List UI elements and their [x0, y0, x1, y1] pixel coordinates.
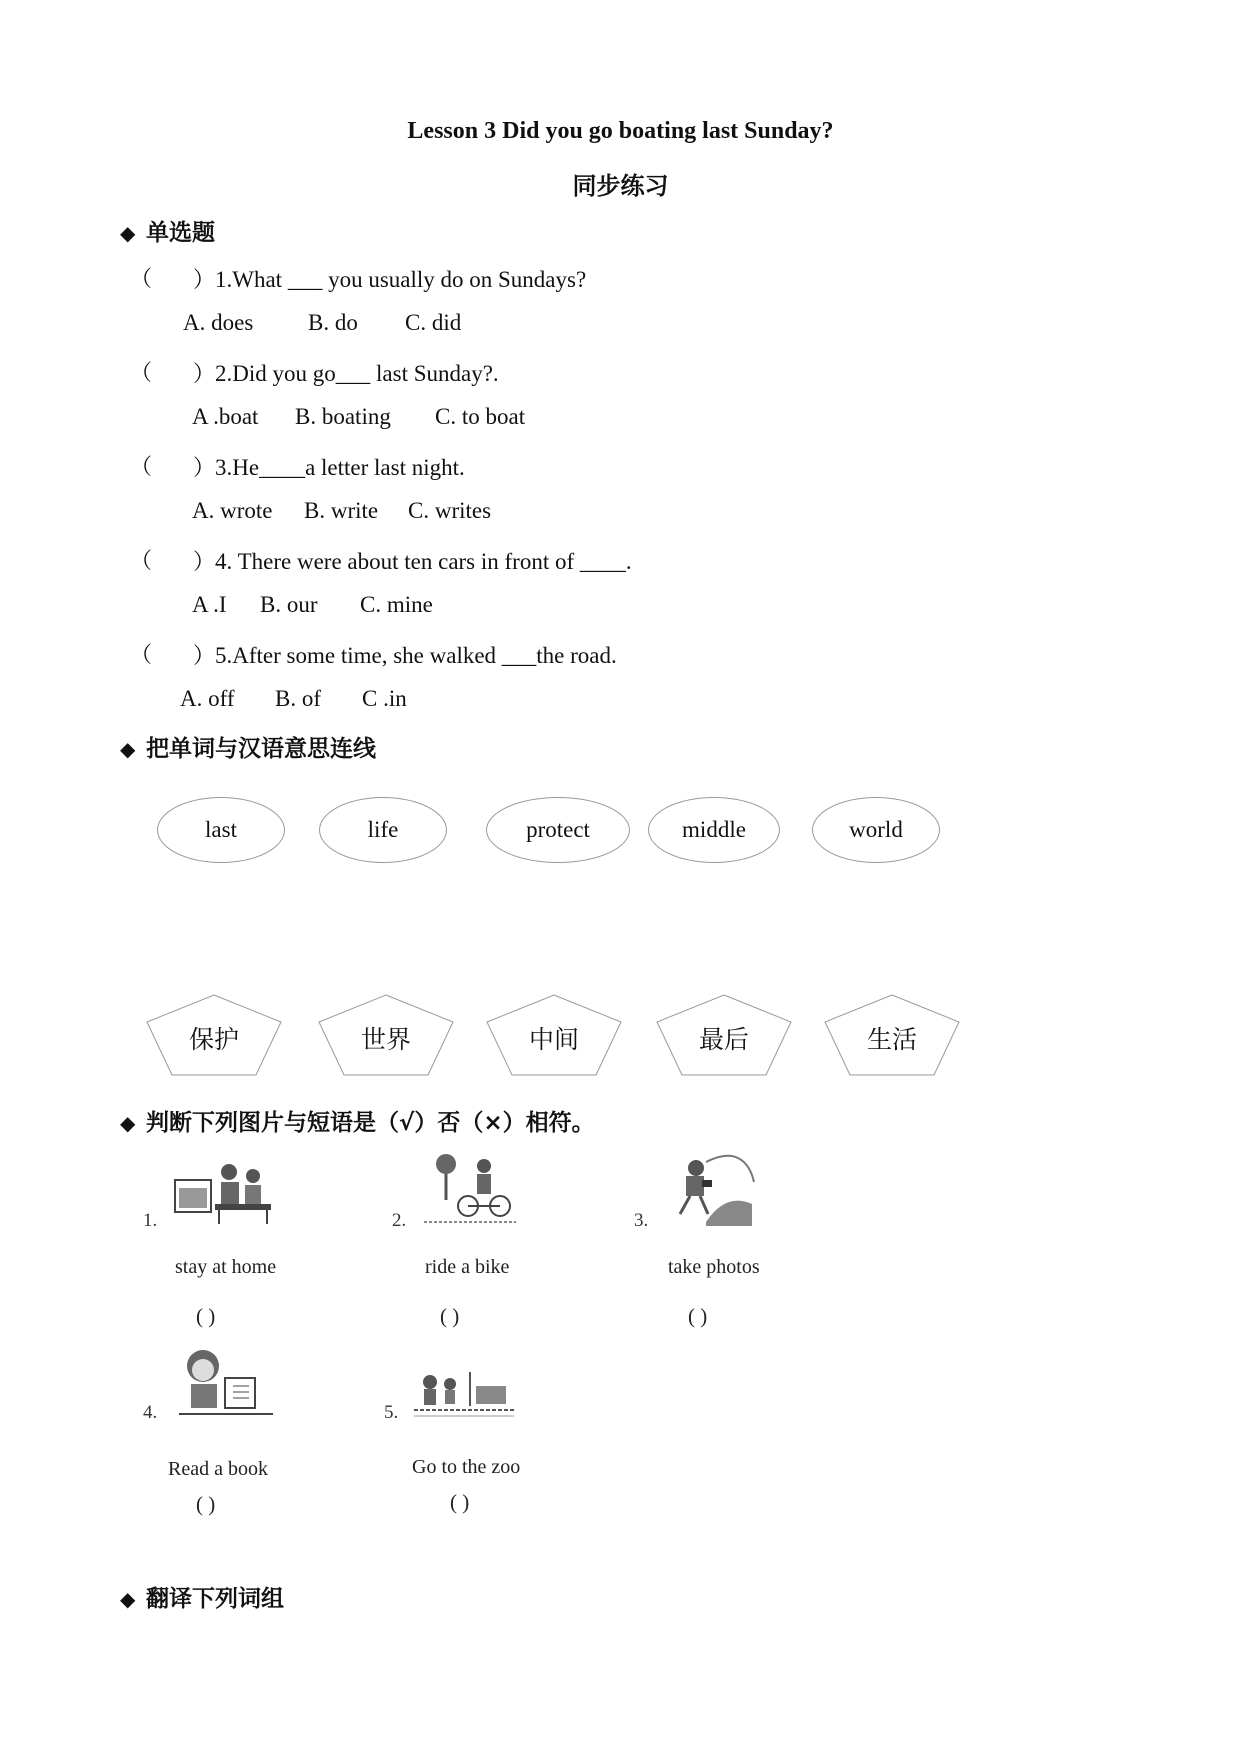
picture-4-caption: Read a book	[168, 1458, 268, 1480]
picture-3-answer[interactable]: ( )	[688, 1304, 708, 1328]
diamond-bullet-icon: ◆	[120, 1587, 136, 1611]
diamond-bullet-icon: ◆	[120, 737, 136, 761]
picture-4-answer[interactable]: ( )	[196, 1492, 216, 1516]
question-4-option-a: A .I	[192, 592, 227, 617]
question-3-option-b: B. write	[304, 498, 379, 523]
section-heading-single-choice: ◆ 单选题	[120, 220, 215, 246]
question-5-option-c: C .in	[362, 686, 407, 711]
diamond-bullet-icon: ◆	[120, 221, 136, 245]
picture-3-number: 3.	[634, 1210, 649, 1231]
picture-5-number: 5.	[384, 1402, 399, 1423]
home-scene-icon	[173, 1158, 273, 1226]
photo-scene-icon	[666, 1152, 756, 1228]
picture-1-number: 1.	[143, 1210, 158, 1231]
picture-5-answer[interactable]: ( )	[450, 1490, 470, 1514]
question-1	[130, 262, 152, 293]
question-3	[130, 450, 152, 481]
picture-2-number: 2.	[392, 1210, 407, 1231]
question-2	[130, 356, 152, 387]
question-3-option-c: C. writes	[408, 498, 492, 523]
picture-2-answer[interactable]: ( )	[440, 1304, 460, 1328]
worksheet-subtitle: 同步练习	[572, 172, 669, 200]
picture-5-caption: Go to the zoo	[412, 1456, 521, 1478]
question-2-option-a: A .boat	[192, 404, 259, 429]
question-2-text: ）2.Did you go___ last Sunday?.	[193, 361, 499, 386]
section-heading-translate: ◆ 翻译下列词组	[120, 1586, 284, 1612]
picture-2-caption: ride a bike	[425, 1256, 510, 1278]
question-1-option-a: A. does	[183, 310, 254, 335]
match-chinese-shenghuo[interactable]: 生活	[824, 994, 960, 1076]
question-5	[130, 638, 152, 669]
worksheet-title: Lesson 3 Did you go boating last Sunday?	[407, 118, 834, 144]
answer-blank-open[interactable]: （	[130, 454, 153, 479]
picture-1-caption: stay at home	[175, 1256, 277, 1278]
answer-blank-open[interactable]: （	[130, 360, 153, 385]
question-4	[130, 544, 152, 575]
question-1-option-b: B. do	[308, 310, 358, 335]
match-chinese-baohu[interactable]: 保护	[146, 994, 282, 1076]
question-1-option-c: C. did	[405, 310, 462, 335]
bike-scene-icon	[424, 1150, 516, 1226]
match-chinese-zhongjian[interactable]: 中间	[486, 994, 622, 1076]
question-5-text: ）5.After some time, she walked ___the road.	[193, 643, 617, 668]
picture-1-answer[interactable]: ( )	[196, 1304, 216, 1328]
question-5-option-a: A. off	[180, 686, 235, 711]
question-5-option-b: B. of	[275, 686, 321, 711]
zoo-scene-icon	[414, 1366, 514, 1422]
question-1-text: ）1.What ___ you usually do on Sundays?	[193, 267, 587, 292]
match-word-life[interactable]: life	[319, 797, 447, 863]
question-4-option-c: C. mine	[360, 592, 433, 617]
match-chinese-zuihou[interactable]: 最后	[656, 994, 792, 1076]
diamond-bullet-icon: ◆	[120, 1111, 136, 1135]
match-word-middle[interactable]: middle	[648, 797, 780, 863]
answer-blank-open[interactable]: （	[130, 266, 153, 291]
question-3-option-a: A. wrote	[192, 498, 273, 523]
question-2-option-b: B. boating	[295, 404, 391, 429]
question-2-option-c: C. to boat	[435, 404, 526, 429]
question-3-text: ）3.He____a letter last night.	[193, 455, 465, 480]
section-heading-matching: ◆ 把单词与汉语意思连线	[120, 736, 376, 762]
match-word-last[interactable]: last	[157, 797, 285, 863]
question-4-text: ）4. There were about ten cars in front of ____.	[193, 549, 632, 574]
answer-blank-open[interactable]: （	[130, 642, 153, 667]
reading-scene-icon	[173, 1346, 275, 1426]
match-word-world[interactable]: world	[812, 797, 940, 863]
picture-3-caption: take photos	[668, 1256, 760, 1278]
answer-blank-open[interactable]: （	[130, 548, 153, 573]
question-4-option-b: B. our	[260, 592, 318, 617]
section-heading-true-false: ◆ 判断下列图片与短语是（√）否（×）相符。	[120, 1110, 595, 1136]
match-word-protect[interactable]: protect	[486, 797, 630, 863]
match-chinese-shijie[interactable]: 世界	[318, 994, 454, 1076]
picture-4-number: 4.	[143, 1402, 158, 1423]
